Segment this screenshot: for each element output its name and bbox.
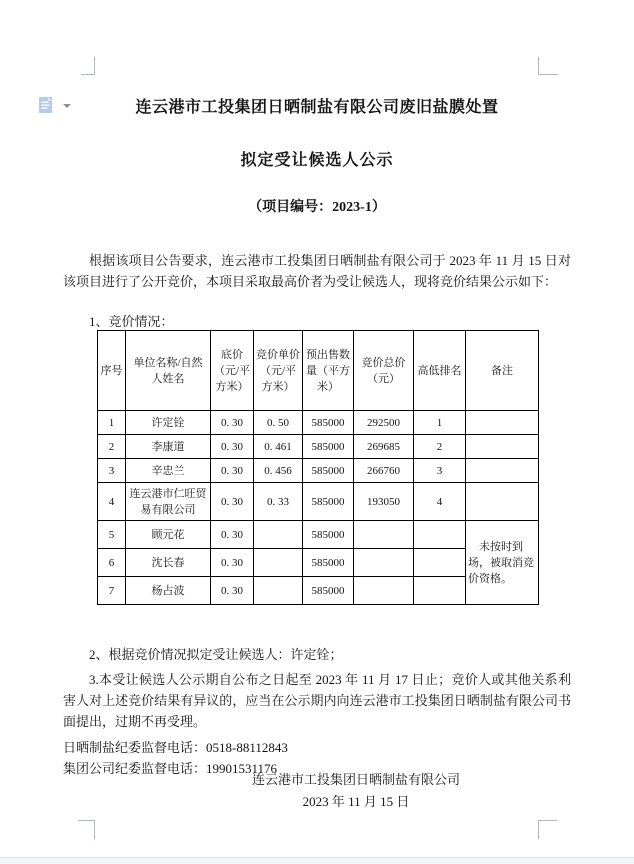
cell-name: 许定铨 — [126, 411, 211, 435]
cell-floor-price: 0. 30 — [211, 483, 254, 521]
page-title-line1: 连云港市工投集团日晒制盐有限公司废旧盐膜处置 — [135, 99, 499, 116]
cell-rank — [414, 549, 466, 577]
cell-bid-total — [354, 521, 414, 549]
cell-bid-unit-price — [254, 577, 303, 605]
cell-rank — [414, 577, 466, 605]
table-header-row — [98, 331, 539, 411]
paragraph-3: 3.本受让候选人公示期自公布之日起至 2023 年 11 月 17 日止；竞价人或其他关系利害人对上述竞价结果有异议的，应当在公示期内向连云港市工投集团日晒制盐有限公司书面提出，过期不再受理。 — [63, 672, 571, 729]
cell-no: 6 — [98, 549, 126, 577]
cell-floor-price: 0. 30 — [211, 459, 254, 483]
paragraph-2: 2、根据竞价情况拟定受让候选人：许定铨； — [89, 647, 343, 662]
table-row — [98, 521, 539, 549]
cell-bid-unit-price — [254, 521, 303, 549]
cell-bid-total — [354, 549, 414, 577]
cell-no: 1 — [98, 411, 126, 435]
intro-paragraph: 根据该项目公告要求，连云港市工投集团日晒制盐有限公司于 2023 年 11 月 15 日对该项目进行了公开竞价，本项目采取最高价者为受让候选人，现将竞价结果公示如下： — [63, 253, 571, 289]
cell-remark — [466, 483, 539, 521]
cell-remark — [466, 411, 539, 435]
cell-quantity: 585000 — [303, 549, 354, 577]
cell-bid-total — [354, 577, 414, 605]
cell-floor-price: 0. 30 — [211, 435, 254, 459]
cell-bid-total: 269685 — [354, 435, 414, 459]
cell-rank: 4 — [414, 483, 466, 521]
cell-bid-unit-price: 0. 33 — [254, 483, 303, 521]
header-cell-bid-total: 竞价总价（元） — [354, 331, 414, 411]
cell-quantity: 585000 — [303, 411, 354, 435]
cell-no: 7 — [98, 577, 126, 605]
header-cell-remark: 备注 — [466, 331, 539, 411]
bidding-results-table — [97, 330, 539, 605]
margin-crop-mark-bottom-left — [78, 820, 95, 839]
phone-line-supervision-2: 集团公司纪委监督电话：19901531176 — [63, 761, 278, 776]
cell-name: 顾元花 — [126, 521, 211, 549]
table-row — [98, 435, 539, 459]
header-cell-no: 序号 — [98, 331, 126, 411]
table-row — [98, 483, 539, 521]
page-title-line2: 拟定受让候选人公示 — [240, 152, 394, 169]
cell-bid-unit-price: 0. 50 — [254, 411, 303, 435]
cell-rank: 1 — [414, 411, 466, 435]
cell-no: 3 — [98, 459, 126, 483]
cell-name: 李康道 — [126, 435, 211, 459]
margin-crop-mark-top-right — [538, 57, 558, 75]
cell-quantity: 585000 — [303, 435, 354, 459]
cell-bid-unit-price: 0. 456 — [254, 459, 303, 483]
cell-name: 沈长春 — [126, 549, 211, 577]
margin-crop-mark-bottom-right — [538, 820, 557, 839]
cell-no: 4 — [98, 483, 126, 521]
cell-quantity: 585000 — [303, 521, 354, 549]
signature-company: 连云港市工投集团日晒制盐有限公司 — [251, 772, 460, 787]
cell-quantity: 585000 — [303, 459, 354, 483]
signature-date: 2023 年 11 月 15 日 — [302, 794, 410, 809]
cell-floor-price: 0. 30 — [211, 411, 254, 435]
cell-remark — [466, 459, 539, 483]
cell-remark-merged: 未按时到场，被取消竞价资格。 — [466, 521, 539, 605]
cell-no: 2 — [98, 435, 126, 459]
cell-floor-price: 0. 30 — [211, 521, 254, 549]
phone-line-supervision-1: 日晒制盐纪委监督电话：0518-88112843 — [63, 740, 288, 755]
cell-rank: 2 — [414, 435, 466, 459]
header-cell-name: 单位名称/自然人姓名 — [126, 331, 211, 411]
table-row — [98, 459, 539, 483]
cell-rank — [414, 521, 466, 549]
header-cell-quantity: 预出售数量（平方米） — [303, 331, 354, 411]
table-row — [98, 411, 539, 435]
signature-block — [181, 769, 531, 813]
cell-floor-price: 0. 30 — [211, 577, 254, 605]
cell-rank: 3 — [414, 459, 466, 483]
cell-bid-unit-price — [254, 549, 303, 577]
header-cell-floor-price: 底价（元/平方米） — [211, 331, 254, 411]
cell-bid-total: 193050 — [354, 483, 414, 521]
project-number: （项目编号：2023-1） — [248, 200, 386, 215]
cell-name: 辛忠兰 — [126, 459, 211, 483]
cell-name: 连云港市仁旺贸易有限公司 — [126, 483, 211, 521]
paste-clipboard-icon — [36, 95, 56, 115]
header-cell-rank: 高低排名 — [414, 331, 466, 411]
section-1-label: 1、竞价情况： — [89, 314, 174, 329]
cell-bid-total: 266760 — [354, 459, 414, 483]
header-cell-bid-unit-price: 竞价单价（元/平方米） — [254, 331, 303, 411]
cell-quantity: 585000 — [303, 577, 354, 605]
margin-crop-mark-top-left — [81, 57, 95, 75]
cell-bid-unit-price: 0. 461 — [254, 435, 303, 459]
cell-name: 杨占波 — [126, 577, 211, 605]
cell-bid-total: 292500 — [354, 411, 414, 435]
page-bottom-edge — [0, 857, 634, 864]
cell-remark — [466, 435, 539, 459]
cell-quantity: 585000 — [303, 483, 354, 521]
cell-floor-price: 0. 30 — [211, 549, 254, 577]
cell-no: 5 — [98, 521, 126, 549]
